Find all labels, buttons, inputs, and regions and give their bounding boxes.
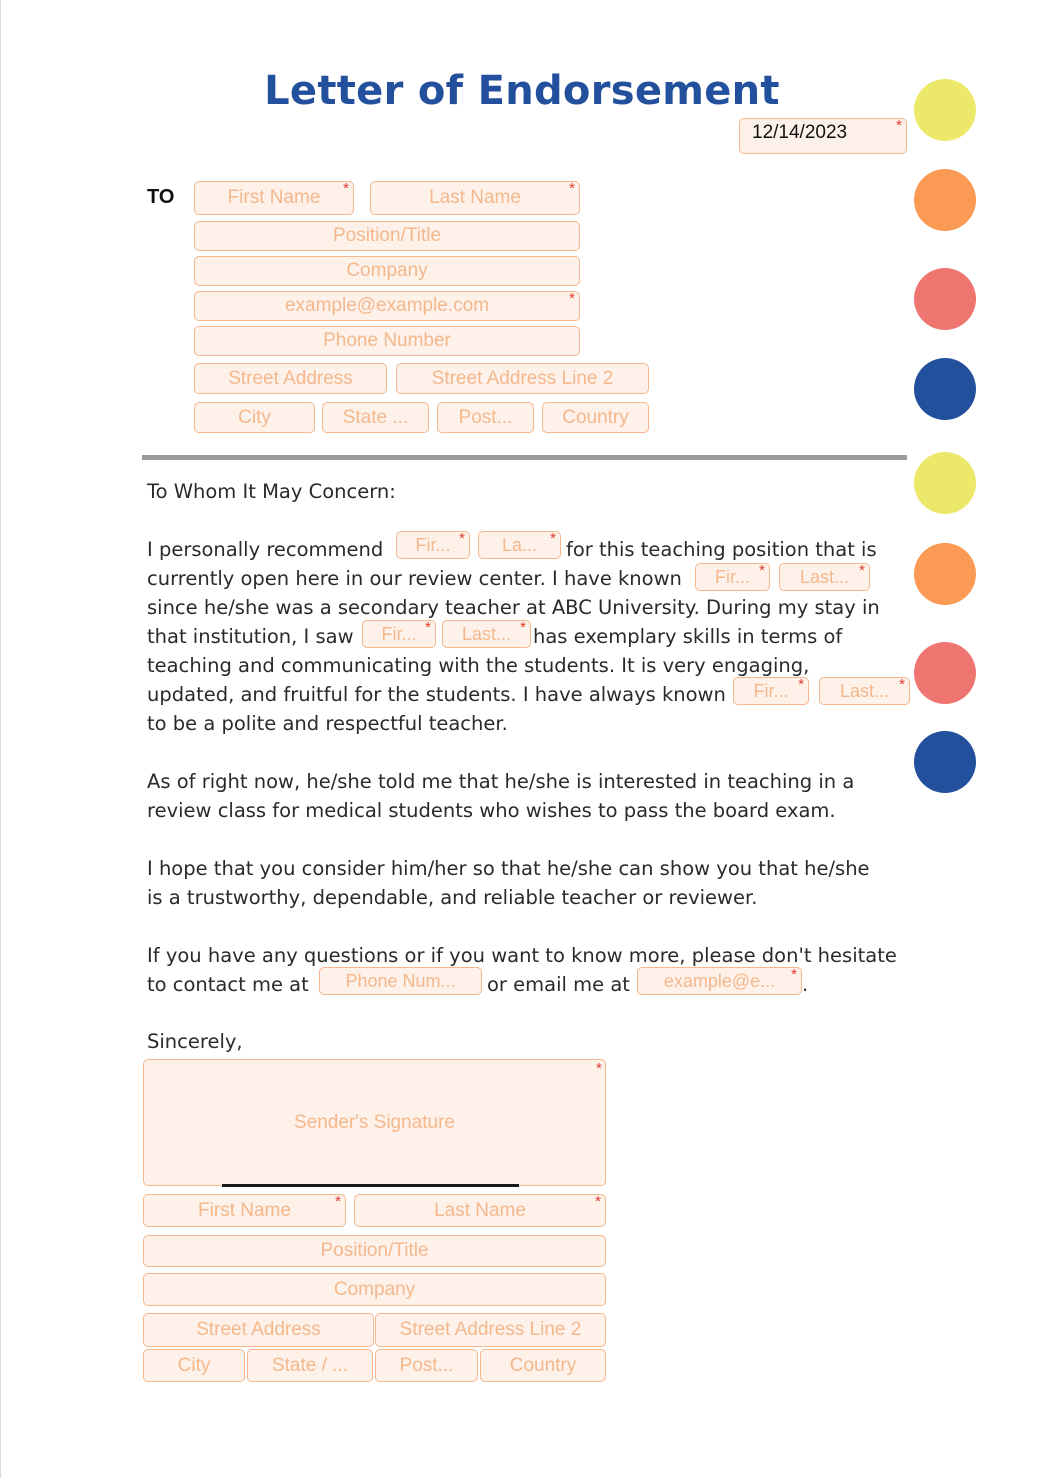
recipient-email-field[interactable] (194, 291, 580, 321)
page-edge (0, 0, 1, 1478)
inline-last-name-1[interactable] (478, 531, 561, 559)
required-marker: * (859, 563, 865, 579)
sender-country-placeholder: Country (509, 1354, 577, 1376)
sender-position-placeholder: Position/Title (320, 1240, 429, 1261)
recipient-first-name-placeholder: First Name (227, 187, 321, 208)
required-marker: * (595, 1194, 601, 1210)
sender-last-name-placeholder: Last Name (434, 1199, 526, 1221)
required-marker: * (569, 291, 575, 307)
decorative-dot-1 (914, 79, 976, 141)
inline-last-name-4[interactable] (819, 677, 910, 705)
inline-last-name-1-placeholder: La... (501, 534, 538, 555)
section-divider (142, 455, 907, 460)
required-marker: * (550, 531, 556, 547)
recipient-state-placeholder: State ... (342, 406, 409, 428)
sender-first-name-field[interactable] (143, 1194, 346, 1227)
recipient-first-name-field[interactable] (194, 181, 354, 215)
paragraph-1-line-1: I personally recommend (147, 538, 384, 561)
sender-street2-placeholder: Street Address Line 2 (399, 1319, 582, 1340)
required-marker: * (899, 677, 905, 693)
decorative-dot-7 (914, 642, 976, 704)
signature-placeholder: Sender's Signature (293, 1111, 455, 1133)
required-marker: * (596, 1060, 602, 1077)
inline-first-name-3[interactable] (362, 620, 436, 648)
inline-last-name-2-placeholder: Last... (799, 566, 850, 587)
inline-first-name-4-placeholder: Fir... (753, 680, 789, 701)
sender-country-field[interactable] (480, 1349, 606, 1382)
paragraph-2-line-1: As of right now, he/she told me that he/she is interested in teaching in a (147, 770, 855, 793)
recipient-company-placeholder: Company (346, 260, 428, 281)
decorative-dot-3 (914, 268, 976, 330)
required-marker: * (425, 620, 431, 636)
required-marker: * (520, 620, 526, 636)
signature-field[interactable] (143, 1059, 606, 1186)
inline-first-name-1-placeholder: Fir... (415, 534, 451, 555)
inline-first-name-2-placeholder: Fir... (715, 566, 750, 587)
paragraph-2-line-2: review class for medical students who wishes to pass the board exam. (147, 799, 836, 822)
inline-first-name-4[interactable] (733, 677, 809, 705)
closing: Sincerely, (147, 1030, 243, 1053)
recipient-street2-field[interactable] (396, 363, 649, 394)
decorative-dot-6 (914, 543, 976, 605)
recipient-last-name-placeholder: Last Name (429, 187, 521, 208)
inline-first-name-2[interactable] (695, 563, 770, 591)
sender-company-field[interactable] (143, 1273, 606, 1306)
signature-line (222, 1184, 519, 1187)
paragraph-3-line-1: I hope that you consider him/her so that he/she can show you that he/she (147, 857, 870, 880)
sender-street-placeholder: Street Address (196, 1319, 321, 1340)
required-marker: * (569, 181, 575, 197)
required-marker: * (896, 118, 902, 134)
recipient-last-name-field[interactable] (370, 181, 580, 215)
paragraph-1-line-7: to be a polite and respectful teacher. (147, 712, 508, 735)
paragraph-1-line-1b: for this teaching position that is (566, 538, 877, 561)
paragraph-4-line-1: If you have any questions or if you want to know more, please don't hesitate (147, 944, 897, 967)
required-marker: * (759, 563, 765, 579)
recipient-phone-field[interactable] (194, 326, 580, 356)
salutation: To Whom It May Concern: (147, 480, 396, 503)
required-marker: * (335, 1194, 341, 1210)
decorative-dot-4 (914, 358, 976, 420)
recipient-postal-field[interactable] (437, 402, 534, 433)
recipient-position-field[interactable] (194, 221, 580, 251)
sender-company-placeholder: Company (333, 1278, 416, 1300)
required-marker: * (798, 677, 804, 693)
paragraph-1-line-2: currently open here in our review center. I have known (147, 567, 682, 590)
sender-street-field[interactable] (143, 1313, 374, 1347)
date-field[interactable] (739, 118, 907, 154)
recipient-street2-placeholder: Street Address Line 2 (431, 367, 614, 389)
recipient-country-placeholder: Country (562, 406, 629, 428)
recipient-position-placeholder: Position/Title (332, 225, 442, 246)
paragraph-1-line-6: updated, and fruitful for the students. I have always known (147, 683, 726, 706)
inline-last-name-3-placeholder: Last... (461, 623, 512, 644)
required-marker: * (459, 531, 465, 547)
sender-last-name-field[interactable] (354, 1194, 606, 1227)
inline-phone-placeholder: Phone Num... (345, 970, 456, 991)
paragraph-1-line-3: since he/she was a secondary teacher at ABC University. During my stay in (147, 596, 880, 619)
sender-postal-placeholder: Post... (399, 1354, 454, 1376)
decorative-dot-2 (914, 169, 976, 231)
recipient-city-field[interactable] (194, 402, 315, 433)
recipient-company-field[interactable] (194, 256, 580, 286)
recipient-country-field[interactable] (542, 402, 649, 433)
inline-first-name-1[interactable] (396, 531, 470, 559)
paragraph-1-line-5: teaching and communicating with the students. It is very engaging, (147, 654, 810, 677)
recipient-phone-placeholder: Phone Number (323, 330, 451, 351)
paragraph-4-line-2: to contact me at (147, 973, 309, 996)
recipient-postal-placeholder: Post... (458, 406, 513, 428)
sender-position-field[interactable] (143, 1235, 606, 1267)
required-marker: * (343, 181, 349, 197)
recipient-state-field[interactable] (322, 402, 429, 433)
sender-city-placeholder: City (177, 1354, 211, 1376)
decorative-dot-8 (914, 731, 976, 793)
inline-email-field[interactable] (637, 967, 802, 995)
recipient-email-placeholder: example@example.com (284, 295, 490, 316)
inline-email-placeholder: example@e... (663, 970, 776, 991)
date-value: 12/14/2023 (752, 122, 848, 143)
inline-last-name-2[interactable] (779, 563, 870, 591)
required-marker: * (791, 967, 797, 983)
paragraph-1-line-4: that institution, I saw (147, 625, 354, 648)
sender-street2-field[interactable] (375, 1313, 606, 1347)
paragraph-4-line-2b: or email me at (487, 973, 630, 996)
sender-state-field[interactable] (247, 1349, 373, 1382)
sender-city-field[interactable] (143, 1349, 245, 1382)
inline-phone-field[interactable] (319, 967, 482, 995)
to-label: TO (147, 186, 175, 208)
recipient-street-field[interactable] (194, 363, 387, 394)
paragraph-4-end: . (802, 973, 809, 996)
decorative-dot-5 (914, 452, 976, 514)
paragraph-1-line-4b: has exemplary skills in terms of (533, 625, 843, 648)
sender-state-placeholder: State / ... (271, 1354, 349, 1376)
sender-first-name-placeholder: First Name (198, 1199, 291, 1221)
sender-postal-field[interactable] (375, 1349, 478, 1382)
paragraph-3-line-2: is a trustworthy, dependable, and reliable teacher or reviewer. (147, 886, 758, 909)
recipient-street-placeholder: Street Address (228, 367, 353, 389)
inline-first-name-3-placeholder: Fir... (381, 623, 417, 644)
recipient-city-placeholder: City (238, 406, 271, 428)
page-title: Letter of Endorsement (264, 68, 780, 114)
inline-last-name-3[interactable] (442, 620, 531, 648)
inline-last-name-4-placeholder: Last... (839, 680, 890, 701)
